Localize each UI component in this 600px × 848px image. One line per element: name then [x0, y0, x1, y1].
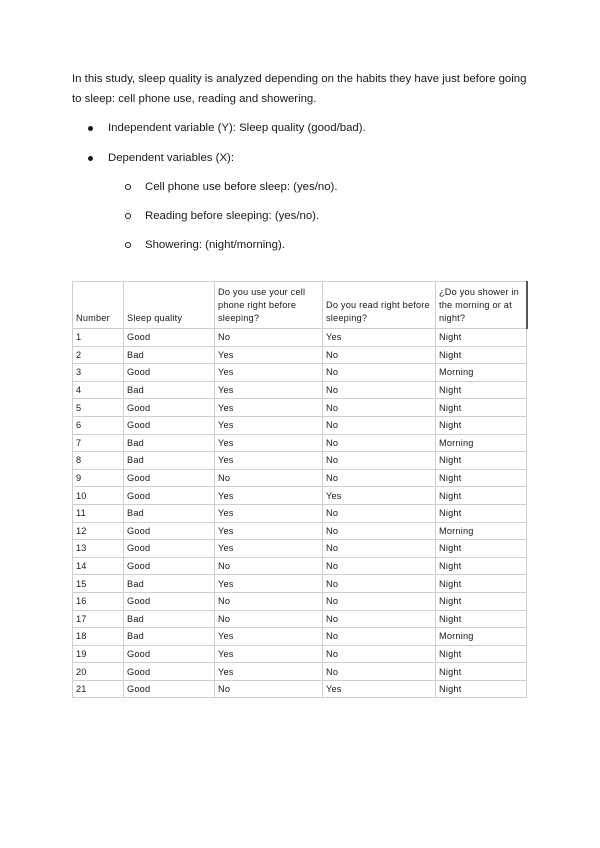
table-row: [73, 329, 527, 347]
table-row: [73, 557, 527, 575]
table-row: [73, 575, 527, 593]
cell-sleep-quality: Bad: [124, 381, 215, 399]
cell-cell-phone: No: [215, 592, 323, 610]
bullet-text: Independent variable (Y): Sleep quality (good/bad).: [108, 122, 366, 134]
cell-read: No: [323, 504, 436, 522]
cell-sleep-quality: Good: [124, 540, 215, 558]
table-row: [73, 381, 527, 399]
cell-cell-phone: No: [215, 610, 323, 628]
cell-read: No: [323, 416, 436, 434]
cell-cell-phone: Yes: [215, 399, 323, 417]
cell-read: No: [323, 610, 436, 628]
cell-sleep-quality: Bad: [124, 610, 215, 628]
cell-shower: Night: [436, 540, 527, 558]
cell-read: No: [323, 364, 436, 382]
bullet-dependent-variables: [108, 151, 234, 165]
cell-cell-phone: No: [215, 469, 323, 487]
cell-read: No: [323, 575, 436, 593]
header-sleep-quality: Sleep quality: [124, 282, 215, 329]
cell-cell-phone: Yes: [215, 522, 323, 540]
table-row: [73, 452, 527, 470]
cell-number: 8: [73, 452, 124, 470]
table-row: [73, 663, 527, 681]
cell-number: 9: [73, 469, 124, 487]
table-header-row: [73, 282, 527, 329]
header-number: Number: [73, 282, 124, 329]
cell-sleep-quality: Good: [124, 645, 215, 663]
cell-shower: Night: [436, 399, 527, 417]
cell-number: 3: [73, 364, 124, 382]
cell-cell-phone: Yes: [215, 346, 323, 364]
table-row: [73, 680, 527, 698]
cell-sleep-quality: Good: [124, 663, 215, 681]
cell-cell-phone: No: [215, 329, 323, 347]
table-row: [73, 487, 527, 505]
cell-number: 20: [73, 663, 124, 681]
cell-cell-phone: Yes: [215, 645, 323, 663]
cell-sleep-quality: Good: [124, 469, 215, 487]
table-row: [73, 364, 527, 382]
cell-shower: Night: [436, 452, 527, 470]
table-row: [73, 399, 527, 417]
sleep-data-table: [72, 281, 528, 698]
bullet-dot-icon: [88, 121, 93, 135]
cell-number: 16: [73, 592, 124, 610]
table-row: [73, 628, 527, 646]
cell-read: No: [323, 592, 436, 610]
cell-shower: Night: [436, 469, 527, 487]
cell-shower: Morning: [436, 522, 527, 540]
cell-cell-phone: Yes: [215, 416, 323, 434]
cell-sleep-quality: Bad: [124, 504, 215, 522]
sub-bullet-cell-phone: [145, 180, 338, 194]
cell-number: 19: [73, 645, 124, 663]
cell-shower: Night: [436, 680, 527, 698]
cell-shower: Morning: [436, 364, 527, 382]
cell-cell-phone: Yes: [215, 487, 323, 505]
cell-sleep-quality: Good: [124, 399, 215, 417]
cell-number: 15: [73, 575, 124, 593]
cell-number: 17: [73, 610, 124, 628]
cell-cell-phone: Yes: [215, 504, 323, 522]
cell-read: No: [323, 399, 436, 417]
cell-number: 13: [73, 540, 124, 558]
cell-sleep-quality: Bad: [124, 628, 215, 646]
cell-read: No: [323, 557, 436, 575]
cell-shower: Night: [436, 329, 527, 347]
cell-cell-phone: Yes: [215, 575, 323, 593]
table-row: [73, 416, 527, 434]
cell-read: No: [323, 346, 436, 364]
table-row: [73, 346, 527, 364]
bullet-text: Dependent variables (X):: [108, 152, 234, 164]
cell-sleep-quality: Good: [124, 329, 215, 347]
cell-number: 12: [73, 522, 124, 540]
cell-shower: Night: [436, 645, 527, 663]
sub-bullet-text: Reading before sleeping: (yes/no).: [145, 210, 320, 222]
cell-number: 6: [73, 416, 124, 434]
cell-number: 18: [73, 628, 124, 646]
cell-number: 21: [73, 680, 124, 698]
table-row: [73, 645, 527, 663]
cell-sleep-quality: Good: [124, 364, 215, 382]
cell-sleep-quality: Good: [124, 680, 215, 698]
cell-read: No: [323, 381, 436, 399]
cell-read: Yes: [323, 329, 436, 347]
cell-shower: Morning: [436, 434, 527, 452]
cell-sleep-quality: Bad: [124, 575, 215, 593]
cell-sleep-quality: Good: [124, 487, 215, 505]
sub-bullet-reading: [145, 209, 319, 223]
sub-bullet-text: Showering: (night/morning).: [145, 239, 285, 251]
table-row: [73, 540, 527, 558]
bullet-circle-icon: [125, 180, 131, 194]
cell-shower: Night: [436, 610, 527, 628]
cell-shower: Night: [436, 504, 527, 522]
cell-read: No: [323, 452, 436, 470]
cell-sleep-quality: Good: [124, 557, 215, 575]
cell-read: No: [323, 469, 436, 487]
table-row: [73, 522, 527, 540]
header-shower: ¿Do you shower in the morning or at night?: [436, 282, 527, 329]
cell-number: 14: [73, 557, 124, 575]
cell-shower: Night: [436, 557, 527, 575]
cell-shower: Night: [436, 487, 527, 505]
table-row: [73, 610, 527, 628]
cell-shower: Night: [436, 663, 527, 681]
cell-shower: Night: [436, 346, 527, 364]
table-body: [73, 329, 527, 698]
cell-shower: Night: [436, 416, 527, 434]
bullet-dot-icon: [88, 151, 93, 165]
cell-read: No: [323, 663, 436, 681]
cell-cell-phone: Yes: [215, 452, 323, 470]
sub-bullet-text: Cell phone use before sleep: (yes/no).: [145, 181, 338, 193]
cell-sleep-quality: Good: [124, 592, 215, 610]
cell-read: No: [323, 540, 436, 558]
cell-cell-phone: Yes: [215, 540, 323, 558]
cell-shower: Morning: [436, 628, 527, 646]
cell-number: 2: [73, 346, 124, 364]
header-cell-phone: Do you use your cell phone right before sleeping?: [215, 282, 323, 329]
bullet-independent-variable: [108, 121, 366, 135]
cell-cell-phone: Yes: [215, 434, 323, 452]
cell-cell-phone: No: [215, 557, 323, 575]
cell-cell-phone: No: [215, 680, 323, 698]
table-row: [73, 469, 527, 487]
bullet-circle-icon: [125, 209, 131, 223]
cell-cell-phone: Yes: [215, 364, 323, 382]
cell-cell-phone: Yes: [215, 628, 323, 646]
table-row: [73, 434, 527, 452]
cell-cell-phone: Yes: [215, 381, 323, 399]
table-row: [73, 592, 527, 610]
cell-shower: Night: [436, 381, 527, 399]
cell-number: 11: [73, 504, 124, 522]
bullet-circle-icon: [125, 238, 131, 252]
sub-bullet-showering: [145, 238, 285, 252]
cell-number: 5: [73, 399, 124, 417]
cell-number: 10: [73, 487, 124, 505]
cell-number: 7: [73, 434, 124, 452]
cell-shower: Night: [436, 592, 527, 610]
cell-sleep-quality: Good: [124, 522, 215, 540]
cell-sleep-quality: Good: [124, 416, 215, 434]
cell-read: Yes: [323, 680, 436, 698]
cell-cell-phone: Yes: [215, 663, 323, 681]
cell-shower: Night: [436, 575, 527, 593]
table-row: [73, 504, 527, 522]
cell-read: No: [323, 628, 436, 646]
cell-read: No: [323, 434, 436, 452]
cell-read: No: [323, 522, 436, 540]
header-read: Do you read right before sleeping?: [323, 282, 436, 329]
cell-number: 4: [73, 381, 124, 399]
cell-read: Yes: [323, 487, 436, 505]
cell-sleep-quality: Bad: [124, 452, 215, 470]
cell-sleep-quality: Bad: [124, 346, 215, 364]
cell-number: 1: [73, 329, 124, 347]
cell-sleep-quality: Bad: [124, 434, 215, 452]
intro-paragraph: In this study, sleep quality is analyzed depending on the habits they have just before going to sleep: cell phone use, reading and showering.: [72, 73, 527, 105]
cell-read: No: [323, 645, 436, 663]
